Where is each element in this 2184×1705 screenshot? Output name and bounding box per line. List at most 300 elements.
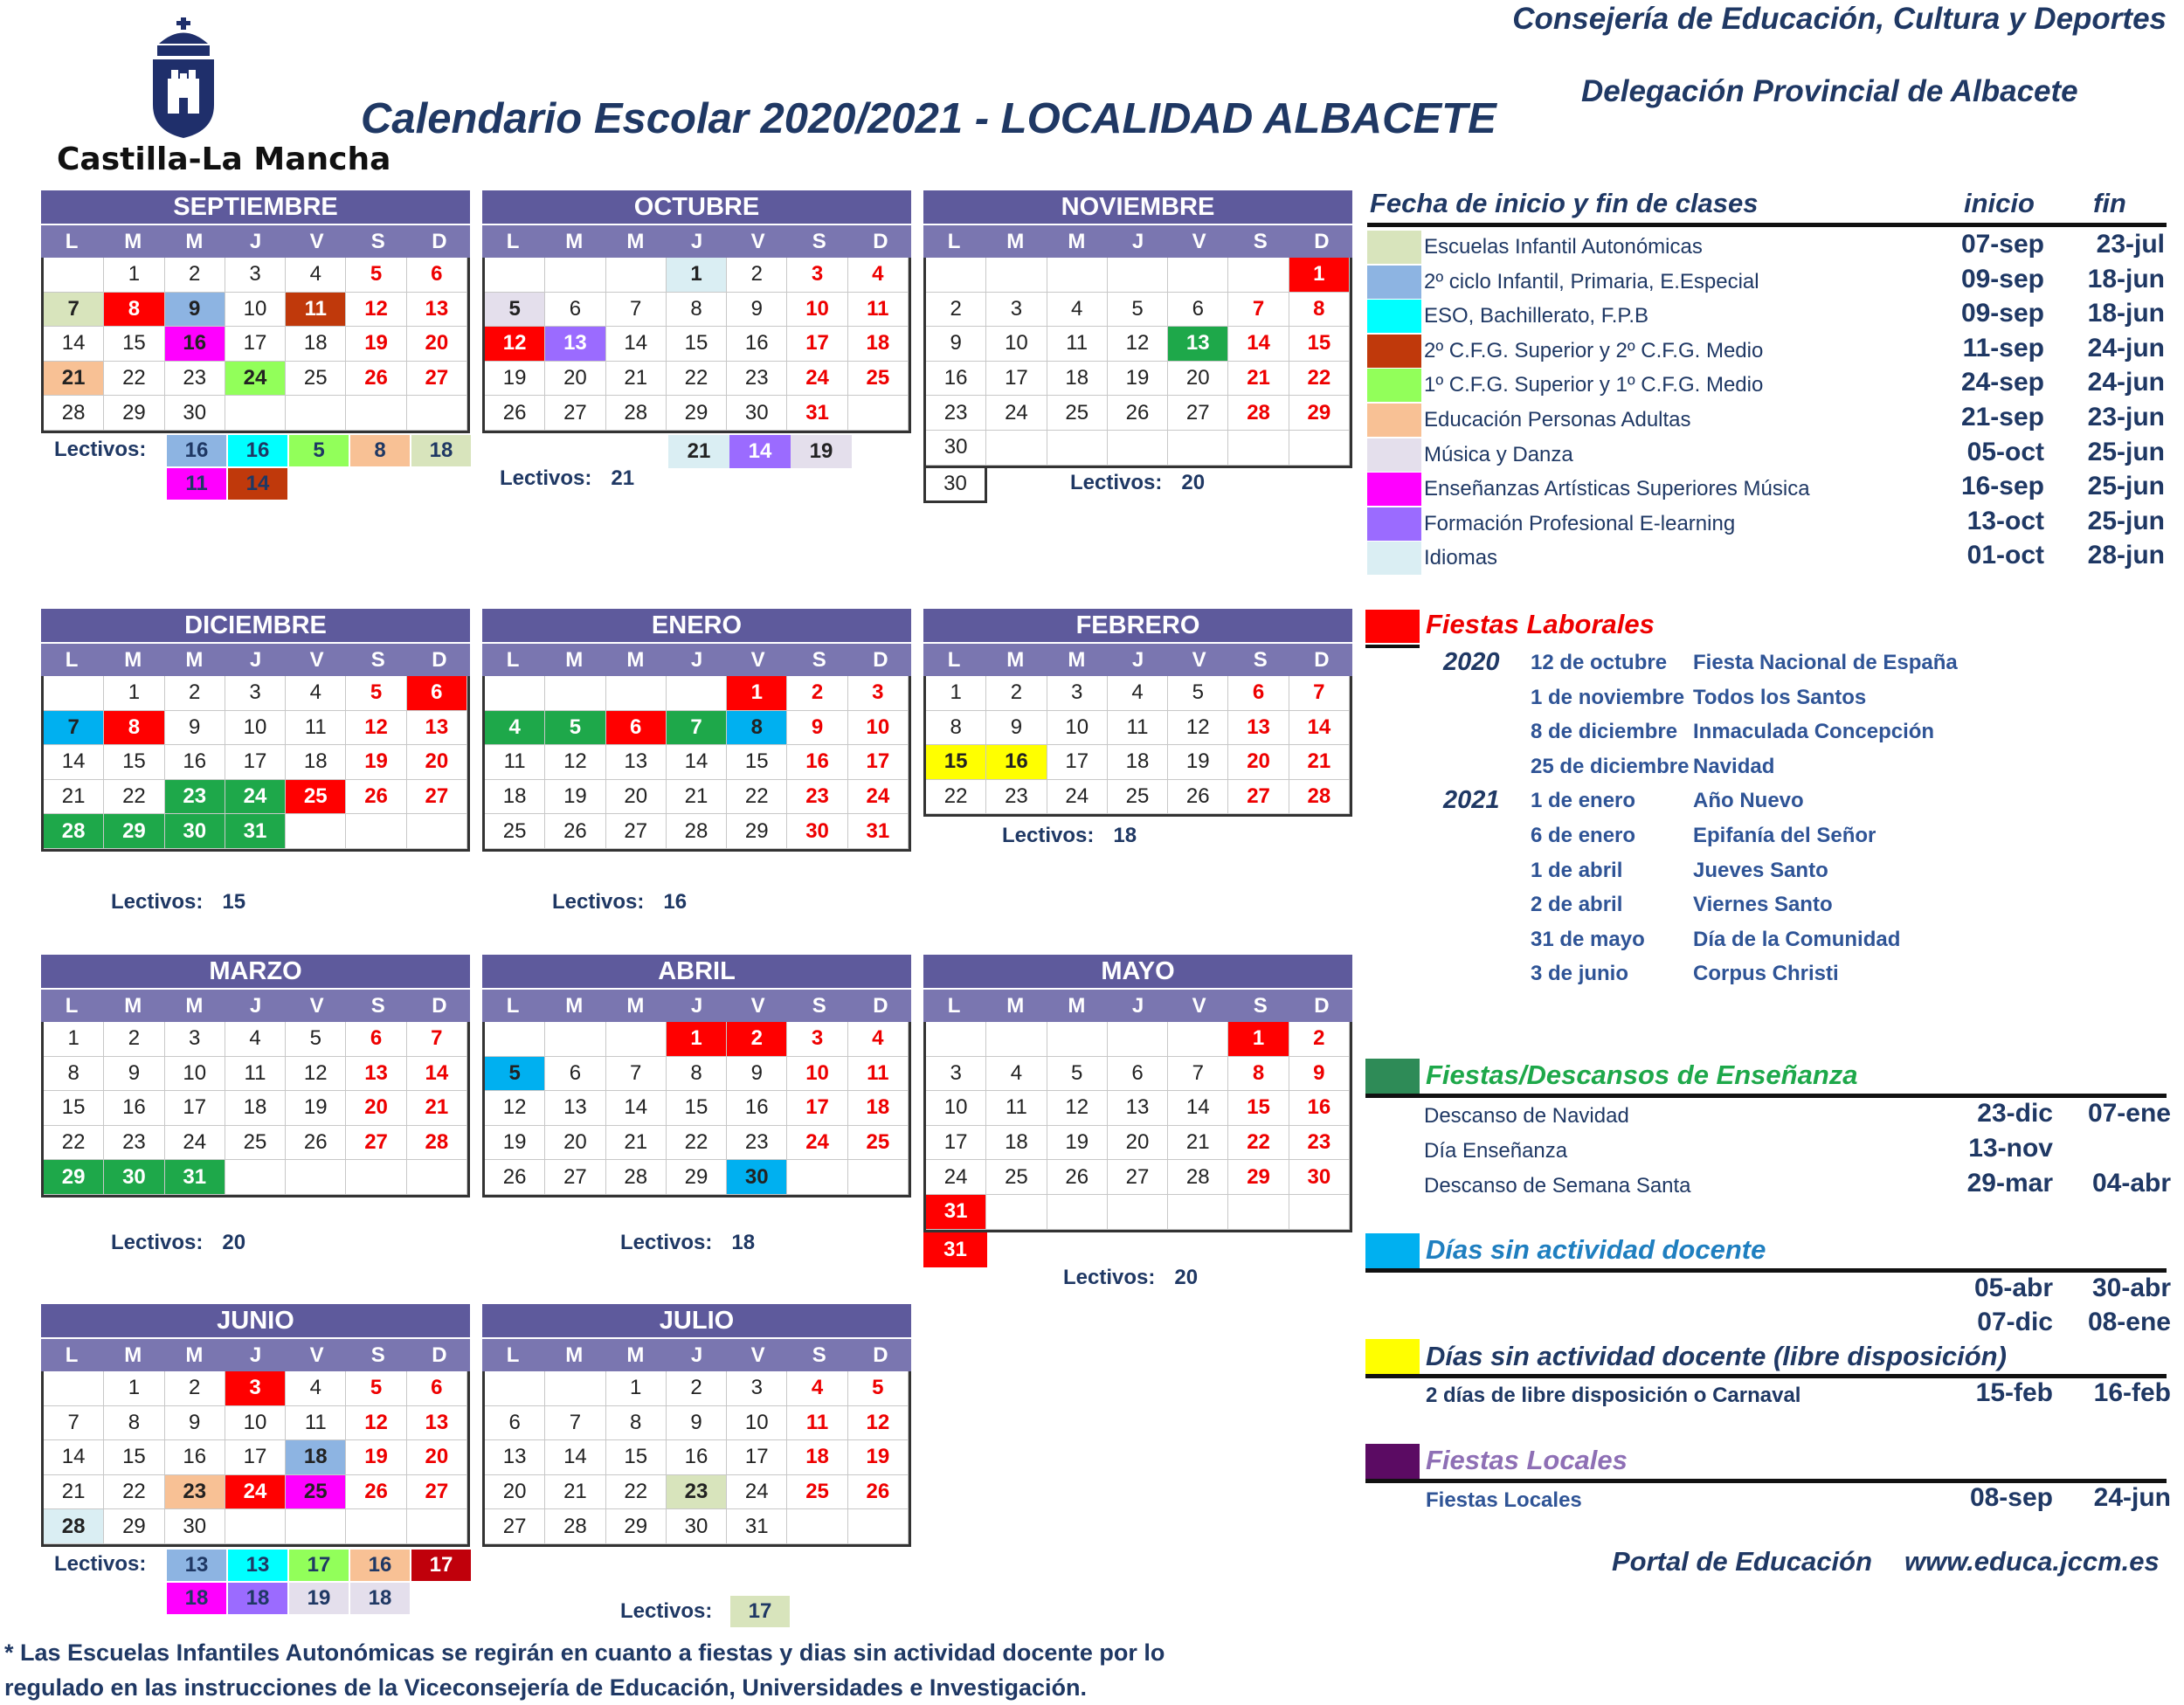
- holiday-date: 31 de mayo: [1531, 927, 1645, 951]
- day-cell: 28: [407, 1126, 467, 1161]
- day-cell: 30: [727, 1160, 787, 1195]
- weekday-label: S: [812, 1343, 826, 1367]
- day-cell: 10: [787, 293, 847, 328]
- day-cell: 27: [606, 814, 667, 849]
- category-label: Idiomas: [1424, 546, 1498, 570]
- day-cell: 18: [848, 327, 909, 362]
- day-cell: 14: [1289, 711, 1350, 746]
- weekday-label: V: [750, 1343, 765, 1367]
- month-title: ABRIL: [482, 955, 911, 988]
- weekday-label: V: [750, 230, 765, 253]
- weekday-label: J: [1131, 648, 1144, 672]
- weekday-label: V: [1192, 230, 1206, 253]
- day-cell: 22: [104, 1475, 164, 1510]
- day-cell: 11: [485, 745, 545, 780]
- day-cell: 16: [986, 745, 1047, 780]
- day-cell: 4: [485, 711, 545, 746]
- day-cell: 7: [44, 293, 104, 328]
- day-cell: 17: [787, 1091, 847, 1126]
- day-cell: 22: [727, 780, 787, 815]
- end-date: 23-jun: [2087, 403, 2165, 431]
- fiestas-ensenanza-swatch: [1365, 1059, 1420, 1094]
- day-cell: 20: [545, 362, 605, 397]
- day-cell: 8: [44, 1057, 104, 1092]
- day-cell: 15: [44, 1091, 104, 1126]
- day-cell: 18: [485, 780, 545, 815]
- day-cell: 29: [104, 1509, 164, 1544]
- lectivos-box: 8: [349, 434, 411, 467]
- category-color-swatch: [1367, 507, 1421, 541]
- day-cell: 21: [606, 362, 667, 397]
- start-date: 21-sep: [1960, 403, 2044, 431]
- ensenanza-label: Descanso de Navidad: [1424, 1104, 1629, 1128]
- day-cell: 12: [346, 711, 406, 746]
- empty-cell: [1108, 258, 1168, 293]
- year-2021: 2021: [1443, 786, 1500, 814]
- day-cell: 4: [848, 258, 909, 293]
- weekday-label: V: [1192, 994, 1206, 1018]
- weekday-label: J: [1131, 230, 1144, 253]
- category-label: 2º C.F.G. Superior y 2º C.F.G. Medio: [1424, 338, 1764, 362]
- day-cell: 1: [667, 1022, 727, 1057]
- day-cell: 28: [44, 396, 104, 431]
- empty-cell: [545, 1022, 605, 1057]
- day-grid: [482, 676, 911, 852]
- extra-lectivos-row: [668, 435, 852, 468]
- day-cell: 13: [407, 1406, 467, 1441]
- month-diciembre: [41, 609, 470, 852]
- day-cell: 10: [727, 1406, 787, 1441]
- weekday-label: M: [565, 230, 584, 253]
- empty-cell: [986, 1022, 1047, 1057]
- day-cell: 9: [1289, 1057, 1350, 1092]
- day-cell: 23: [986, 780, 1047, 815]
- empty-cell: [986, 258, 1047, 293]
- empty-cell: [787, 1509, 847, 1544]
- day-cell: 6: [407, 258, 467, 293]
- lectivos-box: 18: [166, 1582, 227, 1615]
- month-septiembre: [41, 190, 470, 433]
- day-cell: 26: [346, 780, 406, 815]
- day-cell: 2: [104, 1022, 164, 1057]
- day-cell: 5: [346, 258, 406, 293]
- start-date: 16-sep: [1960, 472, 2044, 501]
- day-cell: 29: [104, 814, 164, 849]
- day-cell: 14: [44, 327, 104, 362]
- weekday-label: M: [124, 230, 142, 253]
- month-title: MARZO: [41, 955, 470, 988]
- day-cell: 3: [926, 1057, 986, 1092]
- day-cell: 20: [1108, 1126, 1168, 1161]
- day-cell: 13: [545, 327, 605, 362]
- category-label: 1º C.F.G. Superior y 1º C.F.G. Medio: [1424, 373, 1764, 397]
- day-grid: [482, 1371, 911, 1547]
- day-cell: 5: [485, 293, 545, 328]
- day-cell: 31: [848, 814, 909, 849]
- empty-cell: [346, 396, 406, 431]
- day-cell: 10: [926, 1091, 986, 1126]
- weekday-label: J: [690, 1343, 703, 1367]
- day-cell: 8: [104, 711, 164, 746]
- day-cell: 6: [606, 711, 667, 746]
- day-cell: 14: [606, 1091, 667, 1126]
- day-cell: 15: [1228, 1091, 1289, 1126]
- day-cell: 4: [787, 1371, 847, 1406]
- day-cell: 20: [1168, 362, 1228, 397]
- sin-actividad-title: Días sin actividad docente: [1426, 1234, 1766, 1265]
- day-cell: 4: [286, 1371, 346, 1406]
- day-cell: 25: [286, 780, 346, 815]
- day-cell: 5: [1168, 676, 1228, 711]
- day-cell: 2: [727, 1022, 787, 1057]
- lectivos-text: Lectivos:: [111, 1231, 204, 1254]
- empty-cell: [1168, 431, 1228, 466]
- day-cell: 21: [407, 1091, 467, 1126]
- month-octubre: [482, 190, 911, 433]
- weekday-label: J: [690, 994, 703, 1018]
- day-cell: 9: [926, 327, 986, 362]
- lectivos-box: 16: [227, 434, 288, 467]
- logo-text: Castilla-La Mancha: [57, 142, 391, 177]
- holiday-name: Epifanía del Señor: [1693, 824, 1876, 847]
- day-cell: 1: [104, 258, 164, 293]
- day-cell: 7: [667, 711, 727, 746]
- lectivos-box: 13: [227, 1549, 288, 1582]
- day-cell: 13: [407, 293, 467, 328]
- holiday-date: 1 de enero: [1531, 789, 1636, 813]
- weekday-header: [41, 1337, 470, 1371]
- empty-cell: [346, 1509, 406, 1544]
- day-cell: 30: [165, 814, 225, 849]
- day-cell: 1: [1289, 258, 1350, 293]
- day-cell: 19: [545, 780, 605, 815]
- day-cell: 2: [986, 676, 1047, 711]
- day-cell: 5: [346, 676, 406, 711]
- weekday-label: M: [565, 994, 584, 1018]
- weekday-label: V: [309, 230, 324, 253]
- empty-cell: [407, 814, 467, 849]
- lectivos-box: 5: [288, 434, 349, 467]
- empty-cell: [1168, 258, 1228, 293]
- day-cell: 17: [926, 1126, 986, 1161]
- day-cell: 3: [787, 258, 847, 293]
- ensenanza-fin: 04-abr: [2091, 1169, 2171, 1198]
- day-cell: 8: [667, 293, 727, 328]
- empty-cell: [407, 396, 467, 431]
- day-cell: 8: [1228, 1057, 1289, 1092]
- col-inicio-header: inicio: [1964, 188, 2035, 218]
- weekday-label: M: [1068, 230, 1086, 253]
- fiestas-laborales-swatch: [1365, 610, 1420, 643]
- weekday-label: S: [370, 230, 385, 253]
- day-cell: 9: [727, 293, 787, 328]
- lectivos-label: [54, 1552, 146, 1577]
- month-junio: [41, 1304, 470, 1547]
- month-title: DICIEMBRE: [41, 609, 470, 642]
- day-cell: 24: [1047, 780, 1108, 815]
- day-cell: 20: [545, 1126, 605, 1161]
- day-cell: 26: [545, 814, 605, 849]
- day-cell: 4: [286, 258, 346, 293]
- day-cell: 11: [1108, 711, 1168, 746]
- weekday-label: M: [626, 648, 645, 672]
- day-cell: 25: [286, 1475, 346, 1510]
- sin-actividad-fin-2: 08-ene: [2087, 1308, 2171, 1336]
- category-color-swatch: [1367, 335, 1421, 368]
- day-cell: 24: [225, 1475, 286, 1510]
- fiestas-locales-fin: 24-jun: [2093, 1483, 2171, 1512]
- day-cell: 30: [787, 814, 847, 849]
- day-cell: 26: [346, 1475, 406, 1510]
- day-cell: 5: [1047, 1057, 1108, 1092]
- day-cell: 18: [1108, 745, 1168, 780]
- weekday-label: J: [1131, 994, 1144, 1018]
- lectivos-boxes: [729, 1595, 791, 1628]
- empty-cell: [1047, 1022, 1108, 1057]
- weekday-label: D: [1314, 648, 1330, 672]
- lectivos-label: [54, 438, 146, 462]
- day-cell: 12: [286, 1057, 346, 1092]
- day-cell: 2: [727, 258, 787, 293]
- lectivos-label: [1002, 824, 1137, 848]
- category-color-swatch: [1367, 438, 1421, 472]
- start-date: 09-sep: [1960, 264, 2044, 293]
- divider: [1365, 1268, 2167, 1273]
- day-cell: 7: [1289, 676, 1350, 711]
- day-cell: 27: [545, 1160, 605, 1195]
- empty-cell: [986, 431, 1047, 466]
- day-cell: 17: [986, 362, 1047, 397]
- month-noviembre: [923, 190, 1352, 468]
- category-label: 2º ciclo Infantil, Primaria, E.Especial: [1424, 269, 1759, 293]
- lectivos-count: 20: [1174, 1265, 1199, 1289]
- weekday-label: M: [626, 1343, 645, 1367]
- day-cell: 25: [286, 362, 346, 397]
- day-cell: 17: [225, 327, 286, 362]
- day-cell: 20: [485, 1475, 545, 1510]
- ensenanza-inicio: 23-dic: [1977, 1099, 2053, 1128]
- day-cell: 16: [667, 1440, 727, 1475]
- day-grid: [41, 1022, 470, 1198]
- weekday-label: L: [947, 994, 961, 1018]
- empty-cell: [545, 258, 605, 293]
- day-grid: [41, 258, 470, 433]
- day-cell: 9: [986, 711, 1047, 746]
- end-date: 25-jun: [2087, 506, 2165, 535]
- day-cell: 22: [104, 780, 164, 815]
- day-cell: 31: [727, 1509, 787, 1544]
- empty-cell: [1108, 1195, 1168, 1230]
- category-color-swatch: [1367, 473, 1421, 506]
- day-cell: 16: [727, 1091, 787, 1126]
- lectivos-label: [1070, 471, 1205, 495]
- day-cell: 12: [485, 327, 545, 362]
- weekday-label: S: [812, 994, 826, 1018]
- libre-disposicion-inicio: 15-feb: [1975, 1378, 2053, 1407]
- day-grid: [923, 676, 1352, 817]
- day-cell: 30: [727, 396, 787, 431]
- footer-url-link[interactable]: www.educa.jccm.es: [1904, 1546, 2160, 1577]
- weekday-label: L: [506, 994, 520, 1018]
- day-cell: 6: [346, 1022, 406, 1057]
- day-cell: 24: [787, 1126, 847, 1161]
- day-cell: 13: [545, 1091, 605, 1126]
- end-date: 28-jun: [2087, 541, 2165, 570]
- day-cell: 13: [1168, 327, 1228, 362]
- month-enero: [482, 609, 911, 852]
- lectivos-text: Lectivos:: [1002, 824, 1095, 848]
- day-cell: 4: [225, 1022, 286, 1057]
- day-cell: 18: [986, 1126, 1047, 1161]
- empty-cell: [1228, 1195, 1289, 1230]
- weekday-label: L: [65, 1343, 79, 1367]
- fiestas-ensenanza-title: Fiestas/Descansos de Enseñanza: [1426, 1060, 1858, 1090]
- empty-cell: [606, 258, 667, 293]
- lectivos-boxes: [166, 1549, 472, 1615]
- day-cell: 3: [986, 293, 1047, 328]
- day-cell: 13: [606, 745, 667, 780]
- weekday-label: L: [947, 230, 961, 253]
- weekday-label: S: [1253, 994, 1268, 1018]
- day-cell: 1: [104, 676, 164, 711]
- day-grid: [923, 258, 1352, 468]
- empty-cell: [44, 1371, 104, 1406]
- day-cell: 8: [667, 1057, 727, 1092]
- empty-cell: [485, 676, 545, 711]
- day-cell: 12: [485, 1091, 545, 1126]
- lectivos-text: Lectivos:: [620, 1599, 713, 1623]
- day-grid: [482, 258, 911, 433]
- day-cell: 2: [1289, 1022, 1350, 1057]
- day-cell: 17: [787, 327, 847, 362]
- day-cell: 17: [225, 1440, 286, 1475]
- day-cell: 11: [225, 1057, 286, 1092]
- day-cell: 24: [727, 1475, 787, 1510]
- day-cell: 17: [225, 745, 286, 780]
- weekday-header: [482, 224, 911, 258]
- day-cell: 26: [848, 1475, 909, 1510]
- weekday-label: M: [626, 230, 645, 253]
- day-cell: 24: [787, 362, 847, 397]
- day-cell: 16: [104, 1091, 164, 1126]
- lectivos-label: [552, 890, 687, 915]
- lectivos-box: 18: [411, 434, 472, 467]
- weekday-label: S: [1253, 648, 1268, 672]
- empty-cell: [1228, 431, 1289, 466]
- category-label: Educación Personas Adultas: [1424, 408, 1691, 431]
- weekday-label: V: [309, 648, 324, 672]
- day-cell: 3: [727, 1371, 787, 1406]
- day-cell: 27: [407, 780, 467, 815]
- day-cell: 15: [104, 327, 164, 362]
- weekday-label: D: [873, 1343, 888, 1367]
- weekday-label: J: [249, 648, 262, 672]
- lectivos-label: [620, 1599, 712, 1624]
- category-label: Formación Profesional E-learning: [1424, 511, 1736, 535]
- day-cell: 12: [346, 1406, 406, 1441]
- day-cell: 5: [545, 711, 605, 746]
- day-cell: 21: [1168, 1126, 1228, 1161]
- day-cell: 22: [1289, 362, 1350, 397]
- fiestas-locales-inicio: 08-sep: [1969, 1483, 2053, 1512]
- day-cell: 7: [44, 1406, 104, 1441]
- day-cell: 14: [44, 745, 104, 780]
- weekday-label: V: [1192, 648, 1206, 672]
- category-color-swatch: [1367, 231, 1421, 264]
- day-cell: 6: [545, 293, 605, 328]
- day-cell: 9: [727, 1057, 787, 1092]
- empty-cell: [485, 1022, 545, 1057]
- ensenanza-label: Descanso de Semana Santa: [1424, 1174, 1691, 1198]
- end-date: 18-jun: [2087, 264, 2165, 293]
- holiday-name: Jueves Santo: [1693, 858, 1828, 882]
- day-cell: 16: [787, 745, 847, 780]
- weekday-label: L: [506, 1343, 520, 1367]
- day-cell: 14: [667, 745, 727, 780]
- day-cell: 20: [606, 780, 667, 815]
- day-cell: 23: [165, 362, 225, 397]
- lectivos-box: 14: [227, 467, 288, 500]
- day-cell: 10: [225, 711, 286, 746]
- month-febrero: [923, 609, 1352, 817]
- footer-note: * Las Escuelas Infantiles Autonómicas se regirán en cuanto a fiestas y dias sin actividad docente por lo regulado en las instrucciones de la Viceconsejería de Educación, Universidades e Investigación.: [4, 1639, 1165, 1701]
- start-date: 24-sep: [1960, 368, 2044, 397]
- holiday-name: Todos los Santos: [1693, 685, 1867, 709]
- day-cell: 31: [165, 1160, 225, 1195]
- month-mayo: [923, 955, 1352, 1232]
- libre-disposicion-swatch: [1365, 1339, 1420, 1374]
- ensenanza-label: Día Enseñanza: [1424, 1139, 1568, 1163]
- day-cell: 19: [1108, 362, 1168, 397]
- weekday-label: S: [370, 648, 385, 672]
- day-cell: 23: [727, 362, 787, 397]
- day-cell: 29: [727, 814, 787, 849]
- day-cell: 3: [1047, 676, 1108, 711]
- day-cell: 25: [848, 1126, 909, 1161]
- ensenanza-inicio: 29-mar: [1966, 1169, 2053, 1198]
- start-date: 07-sep: [1960, 230, 2044, 259]
- holiday-date: 12 de octubre: [1531, 651, 1668, 674]
- day-cell: 10: [225, 1406, 286, 1441]
- day-cell: 26: [1168, 780, 1228, 815]
- day-cell: 4: [1108, 676, 1168, 711]
- libre-disposicion-title: Días sin actividad docente (libre disposición): [1426, 1341, 2007, 1371]
- weekday-label: D: [432, 648, 447, 672]
- day-cell: 26: [346, 362, 406, 397]
- day-cell: 27: [1168, 396, 1228, 431]
- libre-disposicion-label: 2 días de libre disposición o Carnaval: [1426, 1384, 1801, 1407]
- day-cell: 14: [44, 1440, 104, 1475]
- day-cell: 3: [225, 1371, 286, 1406]
- weekday-header: [482, 1337, 911, 1371]
- empty-cell: [1289, 1195, 1350, 1230]
- day-cell: 28: [44, 1509, 104, 1544]
- ensenanza-inicio: 13-nov: [1968, 1134, 2053, 1163]
- lectivos-label: [500, 466, 634, 491]
- day-cell: 8: [1289, 293, 1350, 328]
- day-cell: 19: [346, 327, 406, 362]
- day-cell: 30: [165, 1509, 225, 1544]
- day-cell: 12: [1168, 711, 1228, 746]
- delegation-name: Delegación Provincial de Albacete: [1581, 74, 2078, 108]
- day-cell: 8: [926, 711, 986, 746]
- empty-cell: [926, 1022, 986, 1057]
- day-cell: 11: [1047, 327, 1108, 362]
- day-cell: 9: [787, 711, 847, 746]
- empty-cell: [848, 1160, 909, 1195]
- day-cell: 3: [787, 1022, 847, 1057]
- day-cell: 7: [44, 711, 104, 746]
